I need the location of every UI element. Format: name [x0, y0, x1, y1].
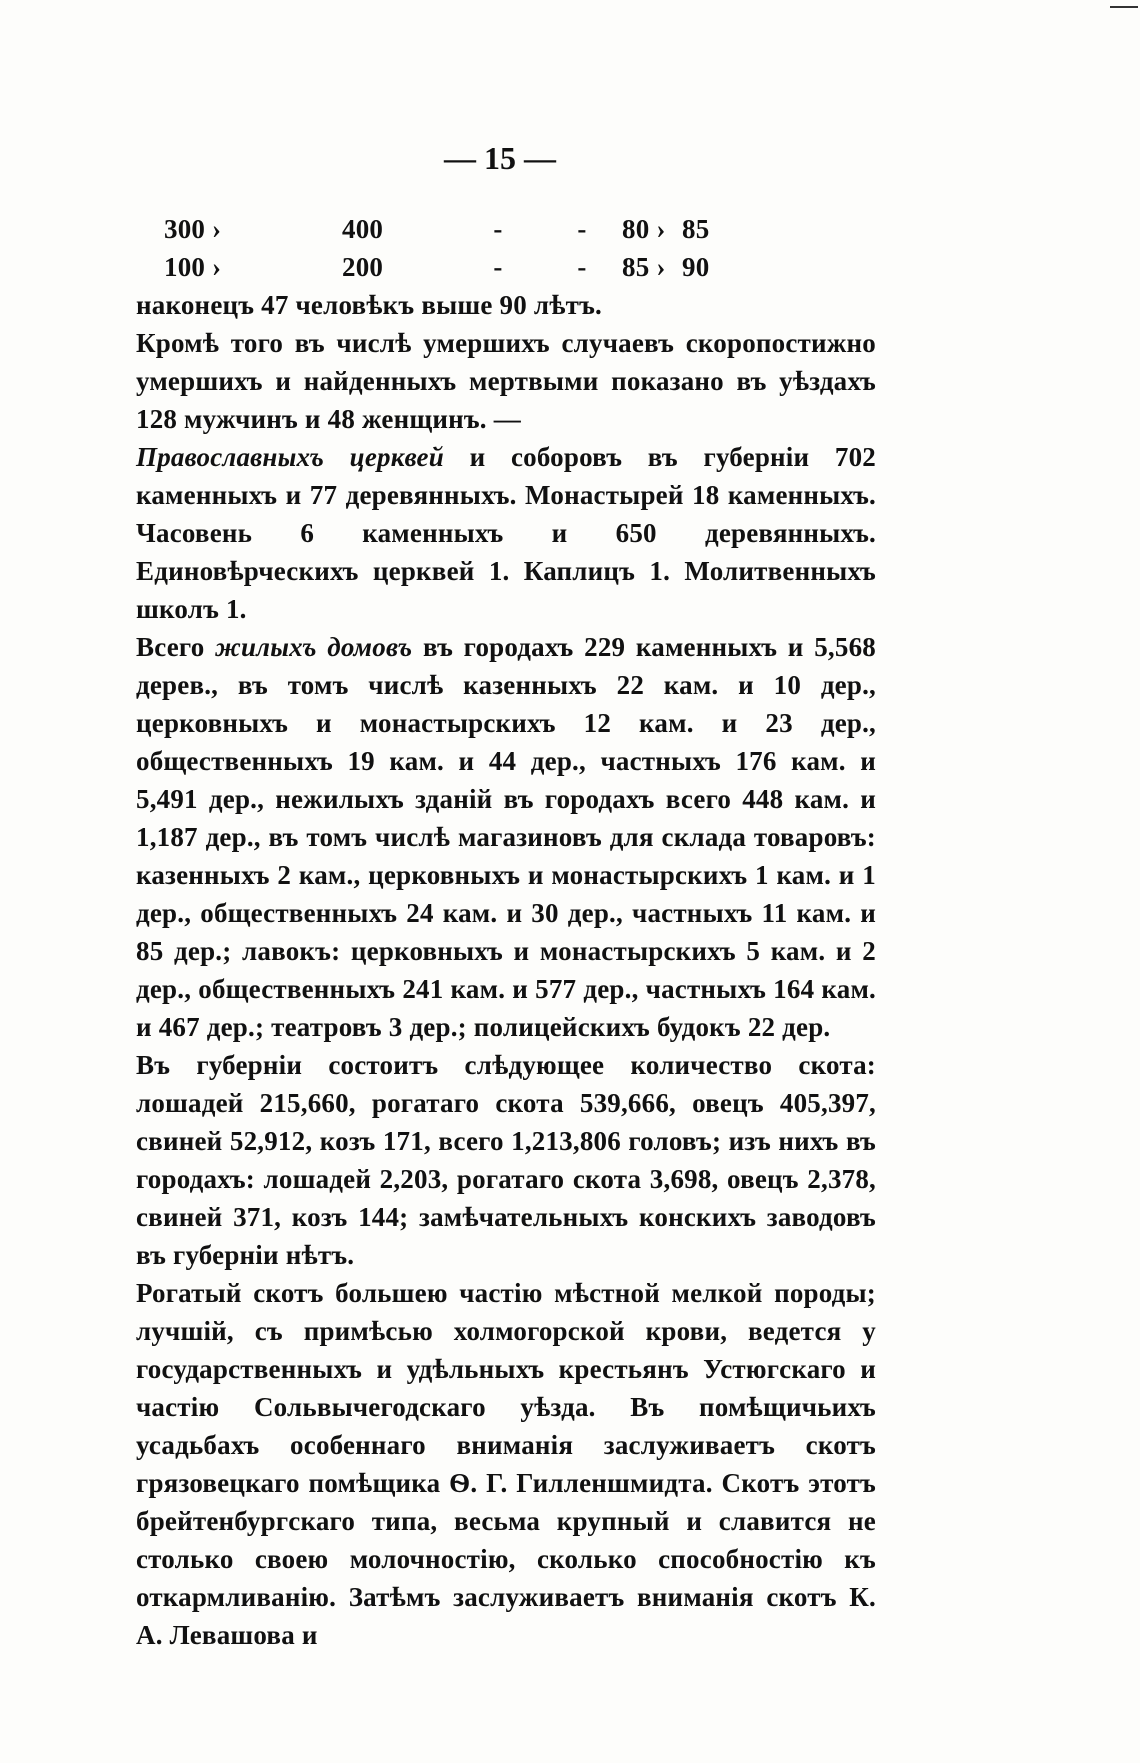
value-from: 80 ›: [622, 214, 666, 244]
houses-text: въ городахъ 229 каменныхъ и 5,568 дерев., въ томъ числѣ казенныхъ 22 кам. и 10 дер., церковныхъ и монастырскихъ 12 кам. и 23 дер., общественныхъ 19 кам. и 44 дер., частныхъ 176 кам. и 5,491 дер., нежилыхъ зданій въ городахъ всего 448 кам. и 1,187 дер., въ томъ числѣ магазиновъ для склада товаровъ: казенныхъ 2 кам., церковныхъ и монастырскихъ 1 кам. и 1 дер., общественныхъ 24 кам. и 30 дер., частныхъ 11 кам. и 85 дер.; лавокъ: церковныхъ и монастырскихъ 5 кам. и 2 дер., общественныхъ 241 кам. и 577 дер., частныхъ 164 кам. и 467 дер.; театровъ 3 дер.; полицейскихъ будокъ 22 дер.: [136, 632, 876, 1042]
houses-prefix: Всего: [136, 632, 216, 662]
value-to: 85: [682, 214, 710, 244]
page-edge-mark: [1110, 6, 1138, 8]
page-body: [136, 210, 876, 1654]
table-row: [136, 248, 876, 286]
range-to: 200: [342, 252, 384, 282]
churches-heading: Православныхъ церквей: [136, 442, 444, 472]
paragraph-houses: [136, 628, 876, 1046]
churches-text: и соборовъ въ губерніи 702 каменныхъ и 77 деревянныхъ. Монастырей 18 каменныхъ. Часовень 6 каменныхъ и 650 деревянныхъ. Единовѣрческихъ церквей 1. Каплицъ 1. Молитвенныхъ школъ 1.: [136, 442, 876, 624]
dash: -: [493, 214, 503, 244]
dash: -: [493, 252, 503, 282]
page-number: — 15 —: [444, 140, 556, 176]
paragraph-cattle: Рогатый скотъ большею частію мѣстной мелкой породы; лучшій, съ примѣсью холмогорской крови, ведется у государственныхъ и удѣльныхъ крестьянъ Устюгскаго и частію Сольвычегодскаго уѣзда. Въ помѣщичьихъ усадьбахъ особеннаго вниманія заслуживаетъ скотъ грязовецкаго помѣщика Ѳ. Г. Гилленшмидта. Скотъ этотъ брейтенбургскаго типа, весьма крупный и славится не столько своею молочностію, сколько способностію къ откармливанію. Затѣмъ заслуживаетъ вниманія скотъ К. А. Левашова и: [136, 1278, 876, 1650]
houses-heading: жилыхъ домовъ: [215, 632, 413, 662]
dash: -: [577, 214, 587, 244]
value-from: 85 ›: [622, 252, 666, 282]
dash: -: [577, 252, 587, 282]
value-to: 90: [682, 252, 710, 282]
paragraph-livestock: Въ губерніи состоитъ слѣдующее количество скота: лошадей 215,660, рогатаго скота 539,666, овецъ 405,397, свиней 52,912, козъ 171, всего 1,213,806 головъ; изъ нихъ въ городахъ: лошадей 2,203, рогатаго скота 3,698, овецъ 2,378, свиней 371, козъ 144; замѣчательныхъ конскихъ заводовъ въ губерніи нѣтъ.: [136, 1050, 876, 1270]
range-to: 400: [342, 214, 384, 244]
range-from: 100 ›: [164, 252, 222, 282]
paragraph-sudden-deaths: Кромѣ того въ числѣ умершихъ случаевъ скоропостижно умершихъ и найденныхъ мертвыми показано въ уѣздахъ 128 мужчинъ и 48 женщинъ. —: [136, 328, 876, 434]
table-row: [136, 210, 876, 248]
finally-line: наконецъ 47 человѣкъ выше 90 лѣтъ.: [136, 290, 602, 320]
range-from: 300 ›: [164, 214, 222, 244]
paragraph-churches: [136, 438, 876, 628]
